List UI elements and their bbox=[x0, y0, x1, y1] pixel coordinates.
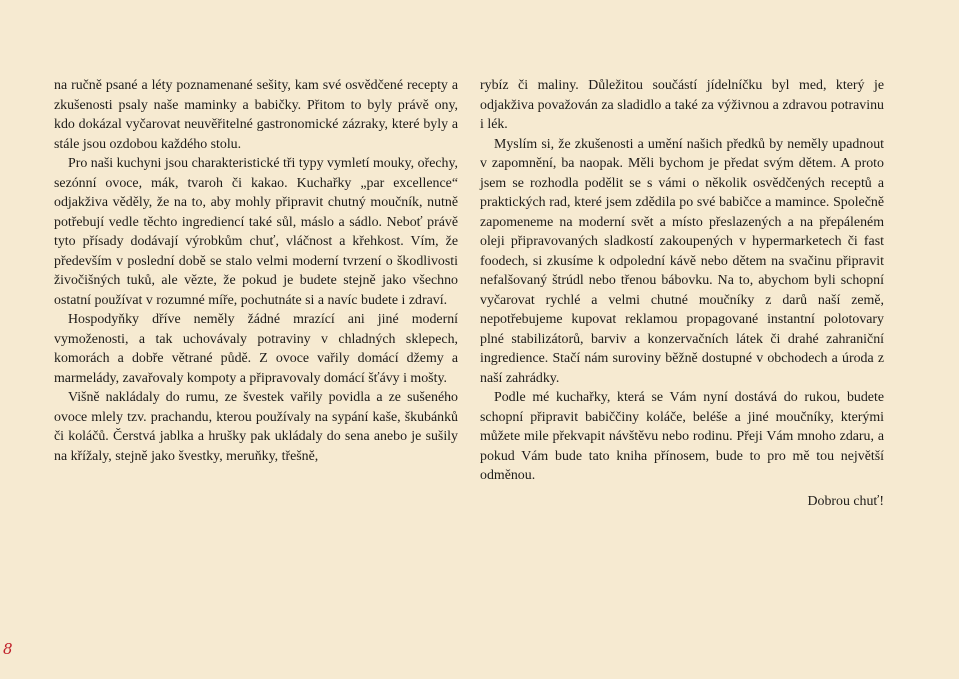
paragraph: Pro naši kuchyni jsou charakteristické tři typy vymletí mouky, ořechy, sezónní ovoce, mák, tvaroh či kakao. Kuchařky „par excellence“ odjakživa věděly, že na to, aby mohly připravit chutný moučník, nutně potřebují vedle těchto ingrediencí také sůl, máslo a sádlo. Neboť právě tyto přísady dodávají výrobkům chuť, vláčnost a křehkost. Vím, že především v poslední době se stalo velmi moderní tvrzení o škodlivosti živočišných tuků, ale vězte, že pokud je budete stejně jako všechno ostatní používat v rozumné míře, pochutnáte si a navíc budete i zdraví. bbox=[54, 156, 458, 308]
signoff: Dobrou chuť! bbox=[807, 493, 884, 509]
paragraph: rybíz či maliny. Důležitou součástí jídelníčku byl med, který je odjakživa považován za sladidlo a také za výživnou a zdravou potravinu i lék. bbox=[480, 78, 884, 132]
paragraph: Višně nakládaly do rumu, ze švestek vařily povidla a ze sušeného ovoce mlely tzv. prachandu, kterou používaly na sypání kaše, škubánků či koláčů. Čerstvá jablka a hrušky pak ukládaly do sena anebo je sušily na křížaly, stejně jako švestky, meruňky, třešně, bbox=[54, 390, 458, 464]
paragraph: na ručně psané a léty poznamenané sešity, kam své osvědčené recepty a zkušenosti psaly naše maminky a babičky. Přitom to byly právě ony, kdo dokázal vyčarovat neuvěřitelné gastronomické zázraky, které byly a stále jsou ozdobou každého stolu. bbox=[54, 78, 458, 152]
paragraph: Myslím si, že zkušenosti a umění našich předků by neměly upadnout v zapomnění, ba naopak. Měli bychom je předat svým dětem. A proto jsem se rozhodla podělit se s vámi o několik osvědčených receptů a praktických rad, které jsem zdědila po své babičce a mamince. Společně zapomeneme na moderní svět a místo přeslazených a na přepáleném oleji připravovaných sladkostí zakoupených v hypermarketech či fast foodech, si zkusíme k odpolední kávě nebo dětem na svačinu připravit nefalšovaný štrúdl nebo třenou bábovku. Na to, abychom byli schopní vyčarovat rychlé a velmi chutné moučníky z darů naší země, nepotřebujeme kupovat reklamou propagované instantní polotovary plné stabilizátorů, barviv a konzervačních látek či drahé zahraniční ingredience. Stačí nám suroviny běžně dostupné v obchodech a úroda z naší zahrádky. bbox=[480, 136, 884, 386]
page-number: 8 bbox=[3, 640, 13, 658]
right-text-column bbox=[480, 76, 884, 511]
left-text-column bbox=[54, 76, 458, 466]
paragraph: Podle mé kuchařky, která se Vám nyní dostává do rukou, budete schopní připravit babiččiny koláče, beléše a jiné moučníky, kterými můžete mile překvapit návštěvu nebo rodinu. Přeji Vám mnoho zdaru, a pokud Vám bude tato kniha přínosem, bude to pro mě tou největší odměnou. bbox=[480, 390, 884, 483]
paragraph: Hospodyňky dříve neměly žádné mrazící ani jiné moderní vymoženosti, a tak uchovávaly potraviny v chladných sklepech, komorách a dobře větrané půdě. Z ovoce vařily domácí džemy a marmelády, zavařovaly kompoty a připravovaly domácí šťávy i mošty. bbox=[54, 312, 458, 386]
